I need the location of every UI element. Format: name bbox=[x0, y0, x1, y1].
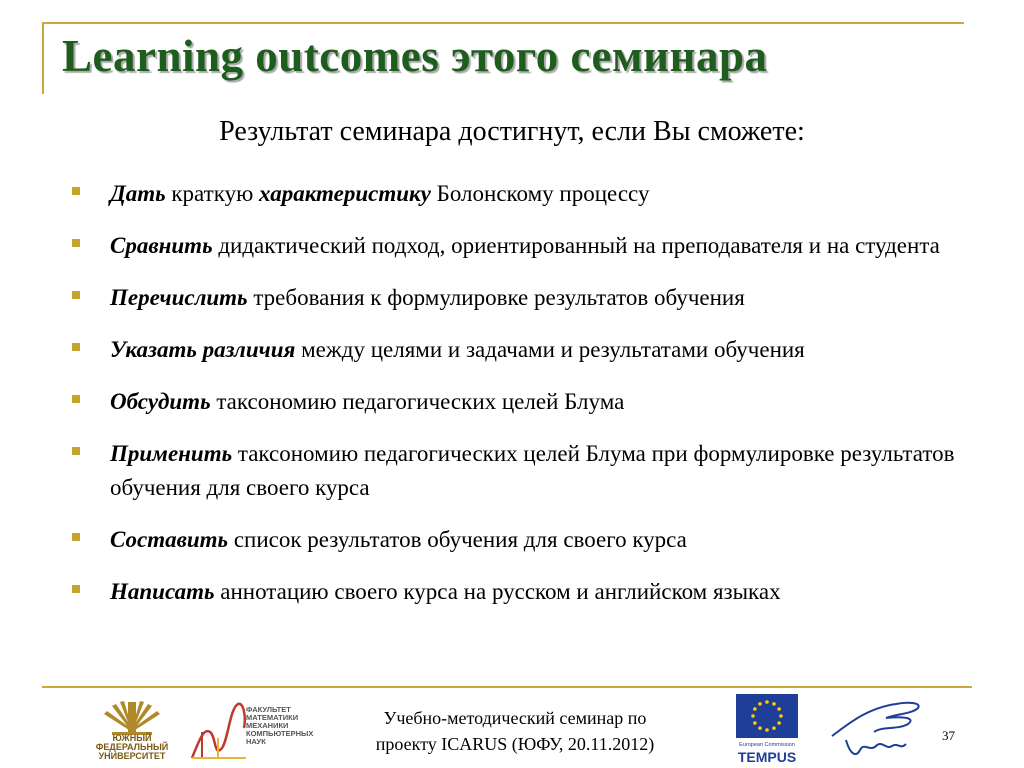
eu-star-icon bbox=[779, 714, 783, 718]
eu-star-icon bbox=[772, 702, 776, 706]
outcome-text: между целями и задачами и результатами обучения bbox=[295, 337, 805, 362]
eu-star-icon bbox=[751, 714, 755, 718]
faculty-line: КОМПЬЮТЕРНЫХ bbox=[246, 729, 314, 738]
outcome-verb: Применить bbox=[110, 441, 233, 466]
outcome-verb: Сравнить bbox=[110, 233, 213, 258]
outcome-verb: Составить bbox=[110, 527, 229, 552]
faculty-line: МЕХАНИКИ bbox=[246, 721, 289, 730]
faculty-line: ФАКУЛЬТЕТ bbox=[246, 705, 291, 714]
outcome-text: аннотацию своего курса на русском и английском языках bbox=[214, 579, 781, 604]
page-number: 37 bbox=[942, 728, 955, 743]
icarus-signature-icon bbox=[826, 696, 926, 762]
faculty-curve-icon bbox=[188, 698, 248, 762]
outcome-item bbox=[72, 281, 972, 315]
outcome-text: требования к формулировке результатов обучения bbox=[247, 285, 745, 310]
outcome-verb: Перечислить bbox=[110, 285, 248, 310]
outcome-item bbox=[72, 575, 972, 609]
footer-line-1: Учебно-методический семинар по bbox=[383, 708, 647, 728]
frame-top-line bbox=[42, 22, 964, 24]
sfedu-line-3: УНИВЕРСИТЕТ bbox=[98, 751, 166, 761]
outcome-item bbox=[72, 437, 972, 505]
eu-star-icon bbox=[765, 700, 769, 704]
outcome-text: Болонскому процессу bbox=[430, 181, 650, 206]
tempus-wordmark: TEMPUS bbox=[737, 749, 797, 765]
eu-star-icon bbox=[765, 728, 769, 732]
slide-title: Learning outcomes этого семинара bbox=[62, 31, 768, 81]
bullet-square-icon bbox=[72, 395, 80, 403]
eu-star-icon bbox=[758, 726, 762, 730]
footer-caption bbox=[330, 705, 700, 757]
icarus-logo bbox=[826, 696, 926, 762]
sfedu-line-1: ЮЖНЫЙ bbox=[112, 733, 152, 743]
footer-divider bbox=[42, 686, 972, 688]
bullet-square-icon bbox=[72, 187, 80, 195]
outcome-verb: Указать различия bbox=[110, 337, 296, 362]
sfedu-logo bbox=[82, 700, 182, 762]
bullet-square-icon bbox=[72, 533, 80, 541]
bullet-square-icon bbox=[72, 447, 80, 455]
eu-star-icon bbox=[753, 707, 757, 711]
outcome-text: список результатов обучения для своего курса bbox=[228, 527, 687, 552]
sfedu-emblem-icon bbox=[82, 700, 182, 736]
outcome-verb: Дать bbox=[110, 181, 166, 206]
eu-star-icon bbox=[777, 707, 781, 711]
outcome-item bbox=[72, 385, 972, 419]
tempus-subtitle: European Commission bbox=[739, 742, 795, 748]
sfedu-line-2: ФЕДЕРАЛЬНЫЙ bbox=[95, 742, 169, 752]
outcome-item bbox=[72, 523, 972, 557]
eu-star-icon bbox=[753, 721, 757, 725]
bullet-square-icon bbox=[72, 291, 80, 299]
outcome-text: краткую bbox=[165, 181, 259, 206]
faculty-line: НАУК bbox=[246, 737, 266, 746]
faculty-logo bbox=[188, 698, 328, 762]
bullet-square-icon bbox=[72, 343, 80, 351]
bullet-square-icon bbox=[72, 239, 80, 247]
eu-star-icon bbox=[758, 702, 762, 706]
outcomes-list bbox=[72, 177, 972, 627]
frame-vertical-line bbox=[42, 22, 44, 94]
outcome-verb: Обсудить bbox=[110, 389, 211, 414]
outcome-emphasis: характеристику bbox=[259, 181, 431, 206]
eu-star-icon bbox=[772, 726, 776, 730]
slide-subtitle: Результат семинара достигнут, если Вы сможете: bbox=[219, 116, 805, 147]
footer-line-2: проекту ICARUS (ЮФУ, 20.11.2012) bbox=[375, 734, 655, 754]
outcome-item bbox=[72, 333, 972, 367]
sfedu-wordmark bbox=[82, 734, 182, 761]
tempus-logo bbox=[736, 694, 798, 768]
outcome-item bbox=[72, 229, 972, 263]
outcome-text: таксономию педагогических целей Блума при формулировке результатов обучения для своего курса bbox=[110, 441, 955, 500]
bullet-square-icon bbox=[72, 585, 80, 593]
eu-flag-icon bbox=[736, 694, 798, 738]
outcome-text: дидактический подход, ориентированный на преподавателя и на студента bbox=[212, 233, 940, 258]
faculty-line: МАТЕМАТИКИ bbox=[246, 713, 299, 722]
outcome-verb: Написать bbox=[110, 579, 215, 604]
faculty-wordmark bbox=[246, 706, 313, 746]
outcome-text: таксономию педагогических целей Блума bbox=[210, 389, 625, 414]
outcome-item bbox=[72, 177, 972, 211]
eu-star-icon bbox=[777, 721, 781, 725]
